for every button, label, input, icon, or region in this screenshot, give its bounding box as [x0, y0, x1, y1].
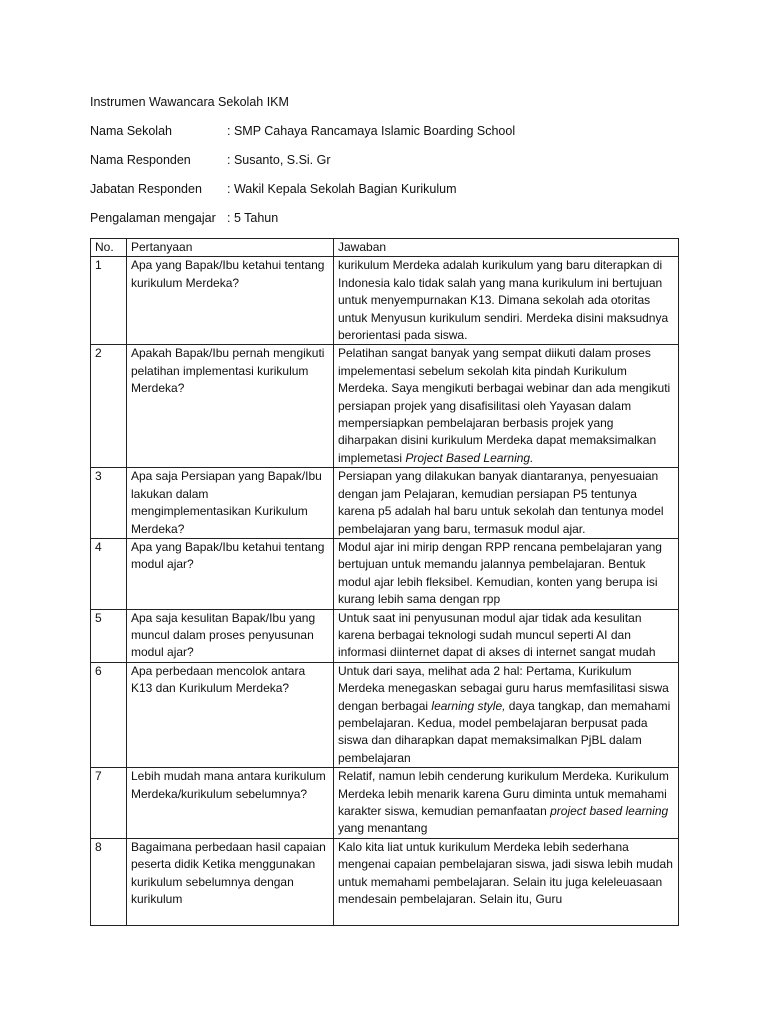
interview-table	[90, 238, 679, 926]
table-row	[91, 662, 679, 767]
meta-value: : Wakil Kepala Sekolah Bagian Kurikulum	[227, 182, 457, 196]
row-number: 6	[91, 662, 127, 767]
table-row	[91, 257, 679, 345]
question-cell: Apa yang Bapak/Ibu ketahui tentang kurikulum Merdeka?	[127, 257, 334, 345]
answer-emphasis: project based learning	[550, 804, 669, 818]
question-cell: Apakah Bapak/Ibu pernah mengikuti pelatihan implementasi kurikulum Merdeka?	[127, 345, 334, 468]
answer-cell	[334, 345, 679, 468]
document-title: Instrumen Wawancara Sekolah IKM	[90, 95, 289, 109]
meta-respondent	[90, 152, 331, 168]
question-cell: Apa saja Persiapan yang Bapak/Ibu lakukan dalam mengimplementasikan Kurikulum Merdeka?	[127, 468, 334, 539]
meta-label: Nama Sekolah	[90, 124, 172, 138]
meta-value: : 5 Tahun	[227, 211, 279, 225]
question-cell: Apa perbedaan mencolok antara K13 dan Kurikulum Merdeka?	[127, 662, 334, 767]
question-cell: Bagaimana perbedaan hasil capaian peserta didik Ketika menggunakan kurikulum sebelumnya dengan kurikulum	[127, 838, 334, 925]
meta-value: : Susanto, S.Si. Gr	[227, 153, 331, 167]
answer-cell: Kalo kita liat untuk kurikulum Merdeka lebih sederhana mengenai capaian pembelajaran siswa, jadi siswa lebih mudah untuk memahami pembelajaran. Selain itu juga keleleuasaan mendesain pembelajaran. Selain itu, Guru	[334, 838, 679, 925]
meta-position	[90, 181, 457, 197]
meta-label: Pengalaman mengajar	[90, 211, 216, 225]
row-number: 5	[91, 609, 127, 662]
table-row	[91, 538, 679, 609]
meta-label: Nama Responden	[90, 153, 191, 167]
table-row	[91, 838, 679, 925]
table-header-row	[91, 239, 679, 257]
answer-emphasis: Project Based Learning.	[405, 450, 534, 465]
answer-cell	[334, 768, 679, 839]
answer-emphasis: learning style,	[431, 698, 506, 713]
question-cell: Apa saja kesulitan Bapak/Ibu yang muncul dalam proses penyusunan modul ajar?	[127, 609, 334, 662]
table-row	[91, 609, 679, 662]
row-number: 3	[91, 468, 127, 539]
table-row	[91, 345, 679, 468]
row-number: 1	[91, 257, 127, 345]
header-no: No.	[91, 239, 127, 257]
meta-value: : SMP Cahaya Rancamaya Islamic Boarding School	[227, 124, 516, 138]
row-number: 2	[91, 345, 127, 468]
row-number: 7	[91, 768, 127, 839]
table-row	[91, 468, 679, 539]
meta-school	[90, 123, 515, 139]
answer-text: Untuk dari saya, melihat ada 2 hal: Pertama, Kurikulum Merdeka menegaskan sebagai guru harus memfasilitasi siswa dengan berbagai	[338, 663, 669, 713]
answer-text: Relatif, namun lebih cenderung kurikulum Merdeka. Kurikulum Merdeka lebih menarik karena Guru diminta untuk memahami karakter siswa, kemudian pemanfaatan	[338, 769, 669, 818]
row-number: 4	[91, 538, 127, 609]
answer-text: daya tangkap, dan memahami pembelajaran. Kedua, model pembelajaran berpusat pada siswa dan diharapkan dapat memaksimalkan PjBL dalam pembelajaran	[338, 698, 671, 765]
header-answer: Jawaban	[334, 239, 679, 257]
answer-cell: Untuk saat ini penyusunan modul ajar tidak ada kesulitan karena berbagai teknologi sudah muncul seperti AI dan informasi diinternet dapat di akses di internet sangat mudah	[334, 609, 679, 662]
answer-cell: kurikulum Merdeka adalah kurikulum yang baru diterapkan di Indonesia kalo tidak salah yang mana kurikulum ini bertujuan untuk menyempurnakan K13. Dimana sekolah ada otoritas untuk Menyusun kurikulum sendiri. Merdeka disini maksudnya berorientasi pada siswa.	[334, 257, 679, 345]
answer-cell	[334, 662, 679, 767]
answer-text: Pelatihan sangat banyak yang sempat diikuti dalam proses impelementasi sebelum sekolah kita pindah Kurikulum Merdeka. Saya mengikuti berbagai webinar dan ada mengikuti persiapan projek yang disafisilitasi oleh Yayasan dalam mempersiapkan pembelajaran berbasis projek yang diharpakan disini kurikulum Merdeka dapat memaksimalkan implemetasi	[338, 346, 671, 465]
meta-experience	[90, 210, 278, 226]
row-number: 8	[91, 838, 127, 925]
question-cell: Apa yang Bapak/Ibu ketahui tentang modul ajar?	[127, 538, 334, 609]
meta-label: Jabatan Responden	[90, 182, 202, 196]
answer-cell: Persiapan yang dilakukan banyak diantaranya, penyesuaian dengan jam Pelajaran, kemudian persiapan P5 tentunya karena p5 adalah hal baru untuk sekolah dan tentunya model pembelajaran yang baru, termasuk modul ajar.	[334, 468, 679, 539]
answer-cell: Modul ajar ini mirip dengan RPP rencana pembelajaran yang bertujuan untuk memandu jalannya pembelajaran. Bentuk modul ajar lebih fleksibel. Kemudian, konten yang berupa isi kurang lebih sama dengan rpp	[334, 538, 679, 609]
table-row	[91, 768, 679, 839]
answer-text: yang menantang	[338, 821, 428, 836]
header-question: Pertanyaan	[127, 239, 334, 257]
question-cell: Lebih mudah mana antara kurikulum Merdeka/kurikulum sebelumnya?	[127, 768, 334, 839]
